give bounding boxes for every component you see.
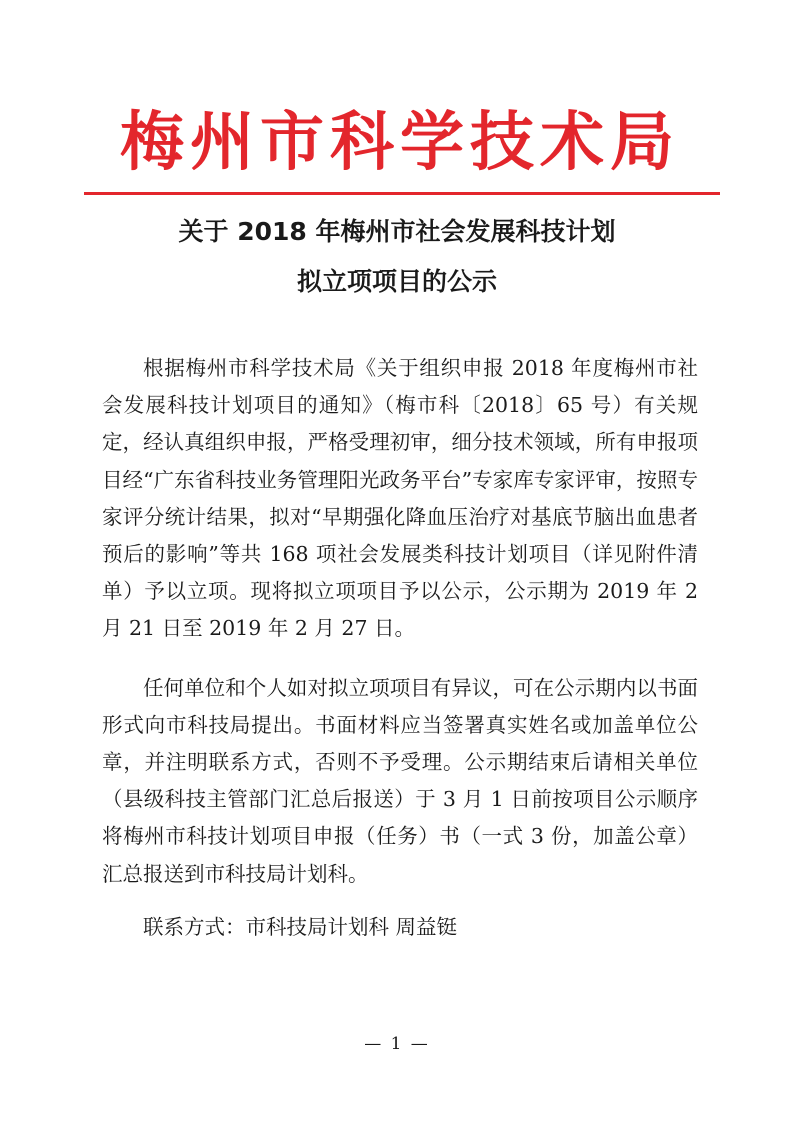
body-paragraph-2: 任何单位和个人如对拟立项项目有异议，可在公示期内以书面形式向市科技局提出。书面材料应当签署真实姓名或加盖单位公章，并注明联系方式，否则不予受理。公示期结束后请相关单位（县级科技主管部门汇总后报送）于 3 月 1 日前按项目公示顺序将梅州市科技计划项目申报（任务）书（一式 3 份，加盖公章）汇总报送到市科技局计划科。 [102, 675, 698, 886]
document-title-line-2: 拟立项项目的公示 [296, 267, 497, 296]
body-paragraph-1: 根据梅州市科学技术局《关于组织申报 2018 年度梅州市社会发展科技计划项目的通知》（梅市科〔2018〕65 号）有关规定，经认真组织申报，严格受理初审，细分技术领域，所有申报项目经“广东省科技业务管理阳光政务平台”专家库专家评审，按照专家评分统计结果，拟对“早期强化降血压治疗对基底节脑出血患者预后的影响”等共 168 项社会发展类科技计划项目（详见附件清单）予以立项。现将拟立项项目予以公示，公示期为 2019 年 2 月 21 日至 2019 年 2 月 27 日。 [102, 356, 698, 641]
document-title-line-1: 关于 2018 年梅州市社会发展科技计划 [178, 217, 616, 246]
page-number: — 1 — [364, 1034, 430, 1054]
contact-line: 联系方式：市科技局计划科 周益铤 [143, 914, 458, 939]
letterhead-org-name: 梅州市科学技术局 [120, 105, 680, 180]
document-body [102, 350, 698, 946]
letterhead-red-rule [84, 192, 720, 195]
